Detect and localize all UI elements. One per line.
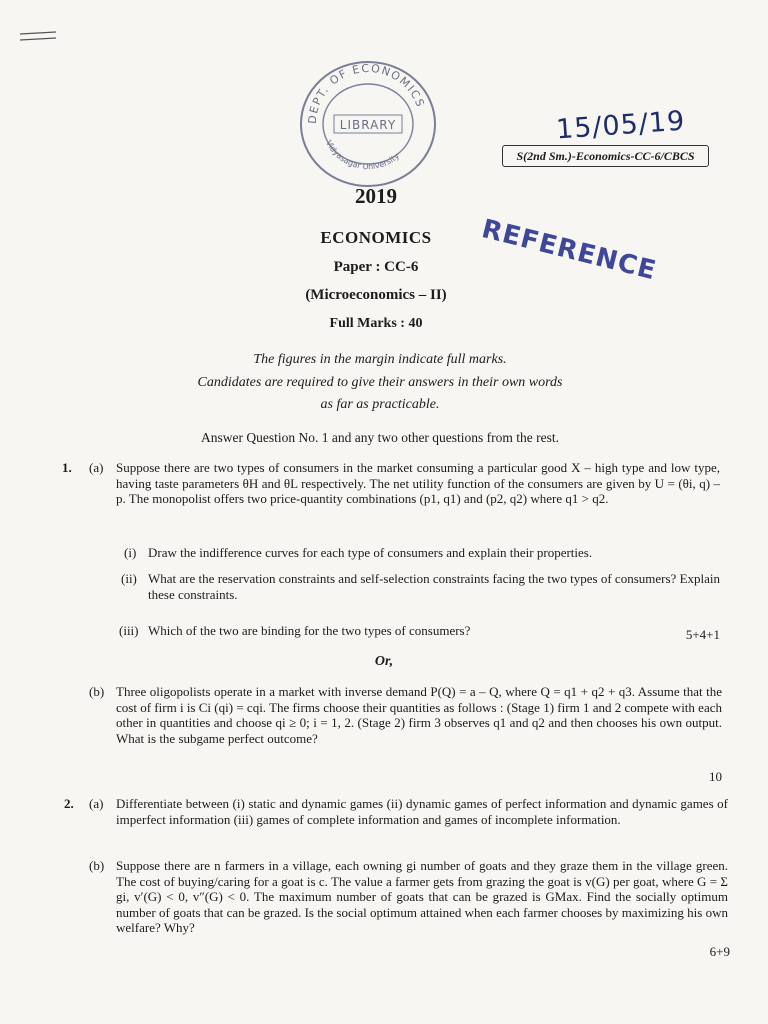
or-separator: Or,: [374, 654, 394, 669]
q2-number: 2.: [64, 796, 74, 811]
subject-title: ECONOMICS: [320, 228, 432, 247]
answer-instruction: Answer Question No. 1 and any two other questions from the rest.: [200, 430, 560, 445]
paper-number: Paper : CC-6: [333, 259, 419, 275]
paper-subtitle: (Microeconomics – II): [305, 287, 447, 303]
q1a-text: Suppose there are two types of consumers in the market consuming a particular good X – high type and low type, having taste parameters θH and θL respectively. The net utility function of the consumers are given by U = (θi, q) – p. The monopolist offers two price-quantity combinations (p1, q1) and (p2, q2) where q1 > q2.: [116, 460, 720, 506]
q1a-iii-label: (iii): [119, 623, 139, 638]
q1a-i-text: Draw the indifference curves for each type of consumers and explain their properties.: [148, 545, 593, 560]
seal-center-text: LIBRARY: [339, 118, 397, 132]
instruction-line-3: as far as practicable.: [320, 397, 440, 412]
svg-text:Vidyasagar University: [324, 139, 401, 172]
q1b-label: (b): [89, 684, 105, 699]
reference-stamp: REFERENCE: [478, 214, 660, 287]
library-seal: [298, 58, 438, 190]
q2b-label: (b): [89, 858, 105, 873]
q1b-marks: 10: [709, 769, 722, 784]
seal-top-text: DEPT. OF ECONOMICS: [305, 61, 428, 125]
q2a-text: Differentiate between (i) static and dynamic games (ii) dynamic games of perfect information and dynamic games of imperfect information (iii) games of complete information and games of incomplete information.: [116, 796, 728, 827]
q1a-label: (a): [89, 460, 104, 475]
corner-mark: [18, 30, 58, 44]
q1b-text: Three oligopolists operate in a market with inverse demand P(Q) = a – Q, where Q = q1 + q2 + q3. Assume that the cost of firm i is Ci (qi) = cqi. The firms choose their quantities as follows : (Stage 1) firm 1 and 2 compete with each other in quantities and choose qi ≥ 0; i = 1, 2. (Stage 2) firm 3 observes q1 and q2 and then chooses his own output. What is the subgame perfect outcome?: [116, 684, 722, 746]
q1a-i-label: (i): [124, 545, 137, 560]
exam-year: 2019: [355, 184, 397, 208]
seal-bottom-text: Vidyasagar University: [324, 138, 402, 172]
q1a-marks: 5+4+1: [685, 627, 720, 642]
full-marks: Full Marks : 40: [329, 316, 423, 331]
handwritten-date: 15/05/19: [555, 105, 687, 146]
q1a-ii-text: What are the reservation constraints and self-selection constraints facing the two types of consumers? Explain these constraints.: [148, 571, 720, 602]
q2a-label: (a): [89, 796, 104, 811]
q2b-marks: 6+9: [709, 944, 730, 959]
q1a-ii-label: (ii): [121, 571, 137, 586]
q2b-text: Suppose there are n farmers in a village, each owning gi number of goats and they graze them in the village green. The cost of buying/caring for a goat is c. The value a farmer gets from grazing the goat is v(G) per goat, where G = Σ gi, v′(G) < 0, v″(G) < 0. The maximum number of goats that can be grazed is GMax. Find the socially optimum number of goats that can be grazed. Is the social optimum attained when each farmer chooses by maximizing his own welfare? Why?: [116, 858, 728, 935]
paper-code-box: S(2nd Sm.)-Economics-CC-6/CBCS: [502, 145, 709, 167]
instruction-line-1: The figures in the margin indicate full marks.: [253, 352, 507, 367]
q1-number: 1.: [62, 460, 72, 475]
q1a-iii-text: Which of the two are binding for the two types of consumers?: [148, 623, 471, 638]
instruction-line-2: Candidates are required to give their answers in their own words: [197, 375, 563, 390]
